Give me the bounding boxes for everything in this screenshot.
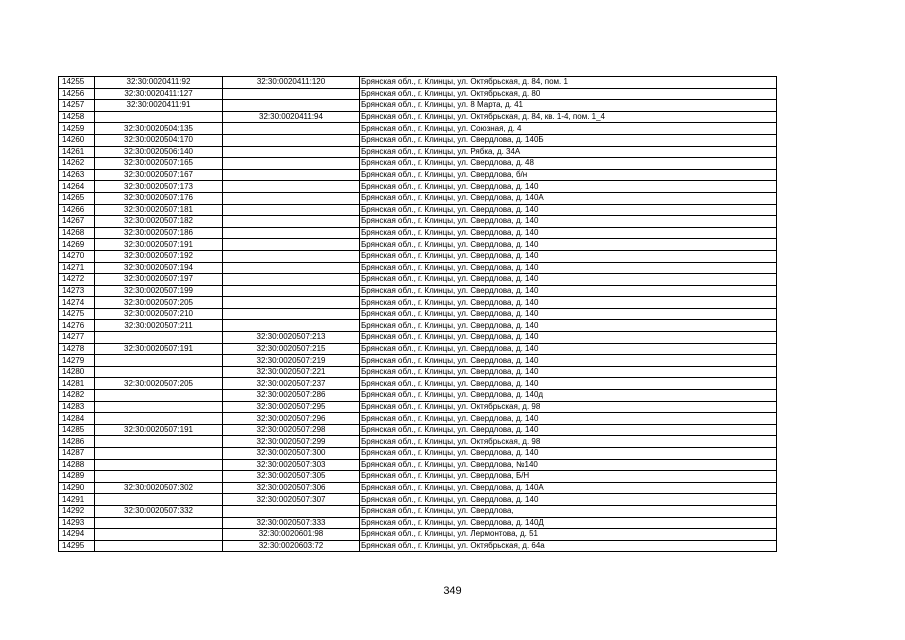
table-row: [59, 308, 777, 320]
related-cadastral-number-cell: [223, 505, 360, 517]
registry-table-body: [59, 77, 777, 552]
row-number-cell: 14256: [59, 88, 95, 100]
address-cell: Брянская обл., г. Клинцы, ул. Свердлова, д. 140: [360, 332, 777, 344]
cadastral-number-cell: 32:30:0020504:170: [95, 134, 223, 146]
address-cell: Брянская обл., г. Клинцы, ул. Свердлова, д. 140: [360, 181, 777, 193]
related-cadastral-number-cell: 32:30:0020507:295: [223, 401, 360, 413]
table-row: [59, 285, 777, 297]
cadastral-number-cell: [95, 494, 223, 506]
row-number-cell: 14261: [59, 146, 95, 158]
related-cadastral-number-cell: 32:30:0020507:306: [223, 482, 360, 494]
cadastral-number-cell: [95, 413, 223, 425]
row-number-cell: 14283: [59, 401, 95, 413]
cadastral-number-cell: [95, 436, 223, 448]
row-number-cell: 14278: [59, 343, 95, 355]
cadastral-number-cell: 32:30:0020507:165: [95, 158, 223, 170]
table-row: [59, 134, 777, 146]
related-cadastral-number-cell: [223, 204, 360, 216]
table-row: [59, 297, 777, 309]
address-cell: Брянская обл., г. Клинцы, ул. Свердлова, д. 140: [360, 494, 777, 506]
table-row: [59, 181, 777, 193]
row-number-cell: 14287: [59, 448, 95, 460]
table-row: [59, 111, 777, 123]
related-cadastral-number-cell: 32:30:0020507:307: [223, 494, 360, 506]
related-cadastral-number-cell: [223, 285, 360, 297]
row-number-cell: 14295: [59, 540, 95, 552]
cadastral-number-cell: 32:30:0020507:181: [95, 204, 223, 216]
related-cadastral-number-cell: 32:30:0020507:303: [223, 459, 360, 471]
cadastral-number-cell: 32:30:0020507:191: [95, 343, 223, 355]
row-number-cell: 14280: [59, 366, 95, 378]
cadastral-number-cell: 32:30:0020507:205: [95, 297, 223, 309]
address-cell: Брянская обл., г. Клинцы, ул. Октябрьская, д. 98: [360, 436, 777, 448]
related-cadastral-number-cell: 32:30:0020507:300: [223, 448, 360, 460]
cadastral-number-cell: [95, 448, 223, 460]
row-number-cell: 14263: [59, 169, 95, 181]
related-cadastral-number-cell: 32:30:0020507:286: [223, 390, 360, 402]
cadastral-number-cell: 32:30:0020507:173: [95, 181, 223, 193]
cadastral-number-cell: 32:30:0020506:140: [95, 146, 223, 158]
table-row: [59, 378, 777, 390]
related-cadastral-number-cell: 32:30:0020507:213: [223, 332, 360, 344]
cadastral-number-cell: 32:30:0020507:176: [95, 192, 223, 204]
related-cadastral-number-cell: [223, 134, 360, 146]
related-cadastral-number-cell: [223, 239, 360, 251]
cadastral-number-cell: 32:30:0020507:186: [95, 227, 223, 239]
table-row: [59, 366, 777, 378]
related-cadastral-number-cell: [223, 320, 360, 332]
row-number-cell: 14259: [59, 123, 95, 135]
cadastral-number-cell: [95, 529, 223, 541]
related-cadastral-number-cell: 32:30:0020507:296: [223, 413, 360, 425]
address-cell: Брянская обл., г. Клинцы, ул. 8 Марта, д. 41: [360, 100, 777, 112]
address-cell: Брянская обл., г. Клинцы, ул. Октябрьская, д. 64а: [360, 540, 777, 552]
related-cadastral-number-cell: 32:30:0020603:72: [223, 540, 360, 552]
table-row: [59, 123, 777, 135]
row-number-cell: 14281: [59, 378, 95, 390]
cadastral-number-cell: 32:30:0020507:205: [95, 378, 223, 390]
address-cell: Брянская обл., г. Клинцы, ул. Свердлова, д. 140А: [360, 192, 777, 204]
cadastral-number-cell: [95, 355, 223, 367]
table-row: [59, 343, 777, 355]
row-number-cell: 14271: [59, 262, 95, 274]
related-cadastral-number-cell: [223, 146, 360, 158]
address-cell: Брянская обл., г. Клинцы, ул. Свердлова, Б/Н: [360, 471, 777, 483]
cadastral-number-cell: 32:30:0020507:167: [95, 169, 223, 181]
cadastral-number-cell: 32:30:0020411:92: [95, 77, 223, 89]
related-cadastral-number-cell: [223, 123, 360, 135]
address-cell: Брянская обл., г. Клинцы, ул. Свердлова, д. 140: [360, 308, 777, 320]
address-cell: Брянская обл., г. Клинцы, ул. Свердлова, д. 140: [360, 343, 777, 355]
table-row: [59, 192, 777, 204]
cadastral-number-cell: 32:30:0020411:127: [95, 88, 223, 100]
cadastral-number-cell: 32:30:0020507:332: [95, 505, 223, 517]
related-cadastral-number-cell: 32:30:0020507:215: [223, 343, 360, 355]
table-row: [59, 227, 777, 239]
table-row: [59, 401, 777, 413]
row-number-cell: 14294: [59, 529, 95, 541]
address-cell: Брянская обл., г. Клинцы, ул. Лермонтова, д. 51: [360, 529, 777, 541]
address-cell: Брянская обл., г. Клинцы, ул. Свердлова, д. 140: [360, 239, 777, 251]
address-cell: Брянская обл., г. Клинцы, ул. Октябрьская, д. 80: [360, 88, 777, 100]
cadastral-number-cell: 32:30:0020507:210: [95, 308, 223, 320]
related-cadastral-number-cell: [223, 297, 360, 309]
row-number-cell: 14269: [59, 239, 95, 251]
cadastral-number-cell: 32:30:0020504:135: [95, 123, 223, 135]
row-number-cell: 14276: [59, 320, 95, 332]
cadastral-number-cell: 32:30:0020507:302: [95, 482, 223, 494]
row-number-cell: 14260: [59, 134, 95, 146]
row-number-cell: 14293: [59, 517, 95, 529]
cadastral-number-cell: [95, 332, 223, 344]
table-row: [59, 100, 777, 112]
table-row: [59, 424, 777, 436]
cadastral-number-cell: [95, 517, 223, 529]
address-cell: Брянская обл., г. Клинцы, ул. Рябка, д. 34А: [360, 146, 777, 158]
table-row: [59, 436, 777, 448]
address-cell: Брянская обл., г. Клинцы, ул. Свердлова, д. 140: [360, 413, 777, 425]
row-number-cell: 14284: [59, 413, 95, 425]
table-row: [59, 494, 777, 506]
related-cadastral-number-cell: [223, 308, 360, 320]
row-number-cell: 14258: [59, 111, 95, 123]
registry-table: [58, 76, 777, 552]
cadastral-number-cell: 32:30:0020411:91: [95, 100, 223, 112]
address-cell: Брянская обл., г. Клинцы, ул. Свердлова, д. 140: [360, 378, 777, 390]
address-cell: Брянская обл., г. Клинцы, ул. Свердлова, д. 140: [360, 285, 777, 297]
related-cadastral-number-cell: 32:30:0020507:305: [223, 471, 360, 483]
cadastral-number-cell: 32:30:0020507:191: [95, 239, 223, 251]
cadastral-number-cell: 32:30:0020507:199: [95, 285, 223, 297]
row-number-cell: 14257: [59, 100, 95, 112]
table-row: [59, 204, 777, 216]
related-cadastral-number-cell: [223, 250, 360, 262]
related-cadastral-number-cell: [223, 262, 360, 274]
table-row: [59, 250, 777, 262]
row-number-cell: 14265: [59, 192, 95, 204]
row-number-cell: 14285: [59, 424, 95, 436]
table-row: [59, 540, 777, 552]
address-cell: Брянская обл., г. Клинцы, ул. Свердлова, д. 140: [360, 448, 777, 460]
related-cadastral-number-cell: [223, 227, 360, 239]
address-cell: Брянская обл., г. Клинцы, ул. Свердлова, д. 140: [360, 355, 777, 367]
address-cell: Брянская обл., г. Клинцы, ул. Свердлова, д. 48: [360, 158, 777, 170]
cadastral-number-cell: 32:30:0020507:182: [95, 216, 223, 228]
row-number-cell: 14291: [59, 494, 95, 506]
address-cell: Брянская обл., г. Клинцы, ул. Октябрьская, д. 98: [360, 401, 777, 413]
row-number-cell: 14266: [59, 204, 95, 216]
cadastral-number-cell: [95, 459, 223, 471]
row-number-cell: 14272: [59, 274, 95, 286]
address-cell: Брянская обл., г. Клинцы, ул. Свердлова, д. 140д: [360, 390, 777, 402]
row-number-cell: 14279: [59, 355, 95, 367]
address-cell: Брянская обл., г. Клинцы, ул. Свердлова, д. 140: [360, 204, 777, 216]
related-cadastral-number-cell: [223, 88, 360, 100]
table-row: [59, 355, 777, 367]
row-number-cell: 14255: [59, 77, 95, 89]
table-row: [59, 158, 777, 170]
table-row: [59, 459, 777, 471]
related-cadastral-number-cell: 32:30:0020507:219: [223, 355, 360, 367]
address-cell: Брянская обл., г. Клинцы, ул. Октябрьская, д. 84, пом. 1: [360, 77, 777, 89]
related-cadastral-number-cell: [223, 100, 360, 112]
row-number-cell: 14262: [59, 158, 95, 170]
table-row: [59, 77, 777, 89]
cadastral-number-cell: [95, 540, 223, 552]
row-number-cell: 14264: [59, 181, 95, 193]
table-row: [59, 239, 777, 251]
address-cell: Брянская обл., г. Клинцы, ул. Свердлова, д. 140А: [360, 482, 777, 494]
table-row: [59, 517, 777, 529]
table-row: [59, 262, 777, 274]
address-cell: Брянская обл., г. Клинцы, ул. Свердлова, д. 140Б: [360, 134, 777, 146]
table-row: [59, 529, 777, 541]
row-number-cell: 14289: [59, 471, 95, 483]
related-cadastral-number-cell: [223, 169, 360, 181]
address-cell: Брянская обл., г. Клинцы, ул. Свердлова, д. 140: [360, 262, 777, 274]
table-row: [59, 320, 777, 332]
related-cadastral-number-cell: 32:30:0020411:120: [223, 77, 360, 89]
row-number-cell: 14282: [59, 390, 95, 402]
cadastral-number-cell: [95, 111, 223, 123]
cadastral-number-cell: 32:30:0020507:191: [95, 424, 223, 436]
address-cell: Брянская обл., г. Клинцы, ул. Свердлова, д. 140: [360, 320, 777, 332]
table-row: [59, 413, 777, 425]
related-cadastral-number-cell: [223, 216, 360, 228]
address-cell: Брянская обл., г. Клинцы, ул. Свердлова, д. 140: [360, 297, 777, 309]
related-cadastral-number-cell: 32:30:0020507:298: [223, 424, 360, 436]
table-row: [59, 146, 777, 158]
table-row: [59, 482, 777, 494]
related-cadastral-number-cell: 32:30:0020507:221: [223, 366, 360, 378]
row-number-cell: 14286: [59, 436, 95, 448]
address-cell: Брянская обл., г. Клинцы, ул. Октябрьская, д. 84, кв. 1-4, пом. 1_4: [360, 111, 777, 123]
row-number-cell: 14270: [59, 250, 95, 262]
address-cell: Брянская обл., г. Клинцы, ул. Свердлова, д. 140: [360, 424, 777, 436]
address-cell: Брянская обл., г. Клинцы, ул. Свердлова, д. 140: [360, 227, 777, 239]
address-cell: Брянская обл., г. Клинцы, ул. Свердлова, д. 140Д: [360, 517, 777, 529]
table-row: [59, 332, 777, 344]
table-row: [59, 274, 777, 286]
address-cell: Брянская обл., г. Клинцы, ул. Союзная, д. 4: [360, 123, 777, 135]
address-cell: Брянская обл., г. Клинцы, ул. Свердлова, д. 140: [360, 366, 777, 378]
table-row: [59, 390, 777, 402]
table-row: [59, 169, 777, 181]
related-cadastral-number-cell: [223, 158, 360, 170]
row-number-cell: 14292: [59, 505, 95, 517]
cadastral-number-cell: 32:30:0020507:197: [95, 274, 223, 286]
row-number-cell: 14268: [59, 227, 95, 239]
table-row: [59, 448, 777, 460]
address-cell: Брянская обл., г. Клинцы, ул. Свердлова, д. 140: [360, 216, 777, 228]
address-cell: Брянская обл., г. Клинцы, ул. Свердлова, №140: [360, 459, 777, 471]
row-number-cell: 14288: [59, 459, 95, 471]
related-cadastral-number-cell: 32:30:0020601:98: [223, 529, 360, 541]
address-cell: Брянская обл., г. Клинцы, ул. Свердлова, б/н: [360, 169, 777, 181]
row-number-cell: 14273: [59, 285, 95, 297]
related-cadastral-number-cell: [223, 274, 360, 286]
related-cadastral-number-cell: [223, 181, 360, 193]
row-number-cell: 14267: [59, 216, 95, 228]
row-number-cell: 14277: [59, 332, 95, 344]
related-cadastral-number-cell: [223, 192, 360, 204]
row-number-cell: 14274: [59, 297, 95, 309]
table-row: [59, 505, 777, 517]
address-cell: Брянская обл., г. Клинцы, ул. Свердлова,: [360, 505, 777, 517]
related-cadastral-number-cell: 32:30:0020507:333: [223, 517, 360, 529]
related-cadastral-number-cell: 32:30:0020411:94: [223, 111, 360, 123]
cadastral-number-cell: 32:30:0020507:192: [95, 250, 223, 262]
cadastral-number-cell: [95, 471, 223, 483]
row-number-cell: 14290: [59, 482, 95, 494]
table-row: [59, 216, 777, 228]
cadastral-number-cell: [95, 366, 223, 378]
cadastral-number-cell: [95, 390, 223, 402]
page-number: 349: [443, 585, 462, 597]
table-row: [59, 471, 777, 483]
table-row: [59, 88, 777, 100]
related-cadastral-number-cell: 32:30:0020507:237: [223, 378, 360, 390]
related-cadastral-number-cell: 32:30:0020507:299: [223, 436, 360, 448]
address-cell: Брянская обл., г. Клинцы, ул. Свердлова, д. 140: [360, 274, 777, 286]
cadastral-number-cell: 32:30:0020507:211: [95, 320, 223, 332]
address-cell: Брянская обл., г. Клинцы, ул. Свердлова, д. 140: [360, 250, 777, 262]
row-number-cell: 14275: [59, 308, 95, 320]
cadastral-number-cell: [95, 401, 223, 413]
cadastral-number-cell: 32:30:0020507:194: [95, 262, 223, 274]
